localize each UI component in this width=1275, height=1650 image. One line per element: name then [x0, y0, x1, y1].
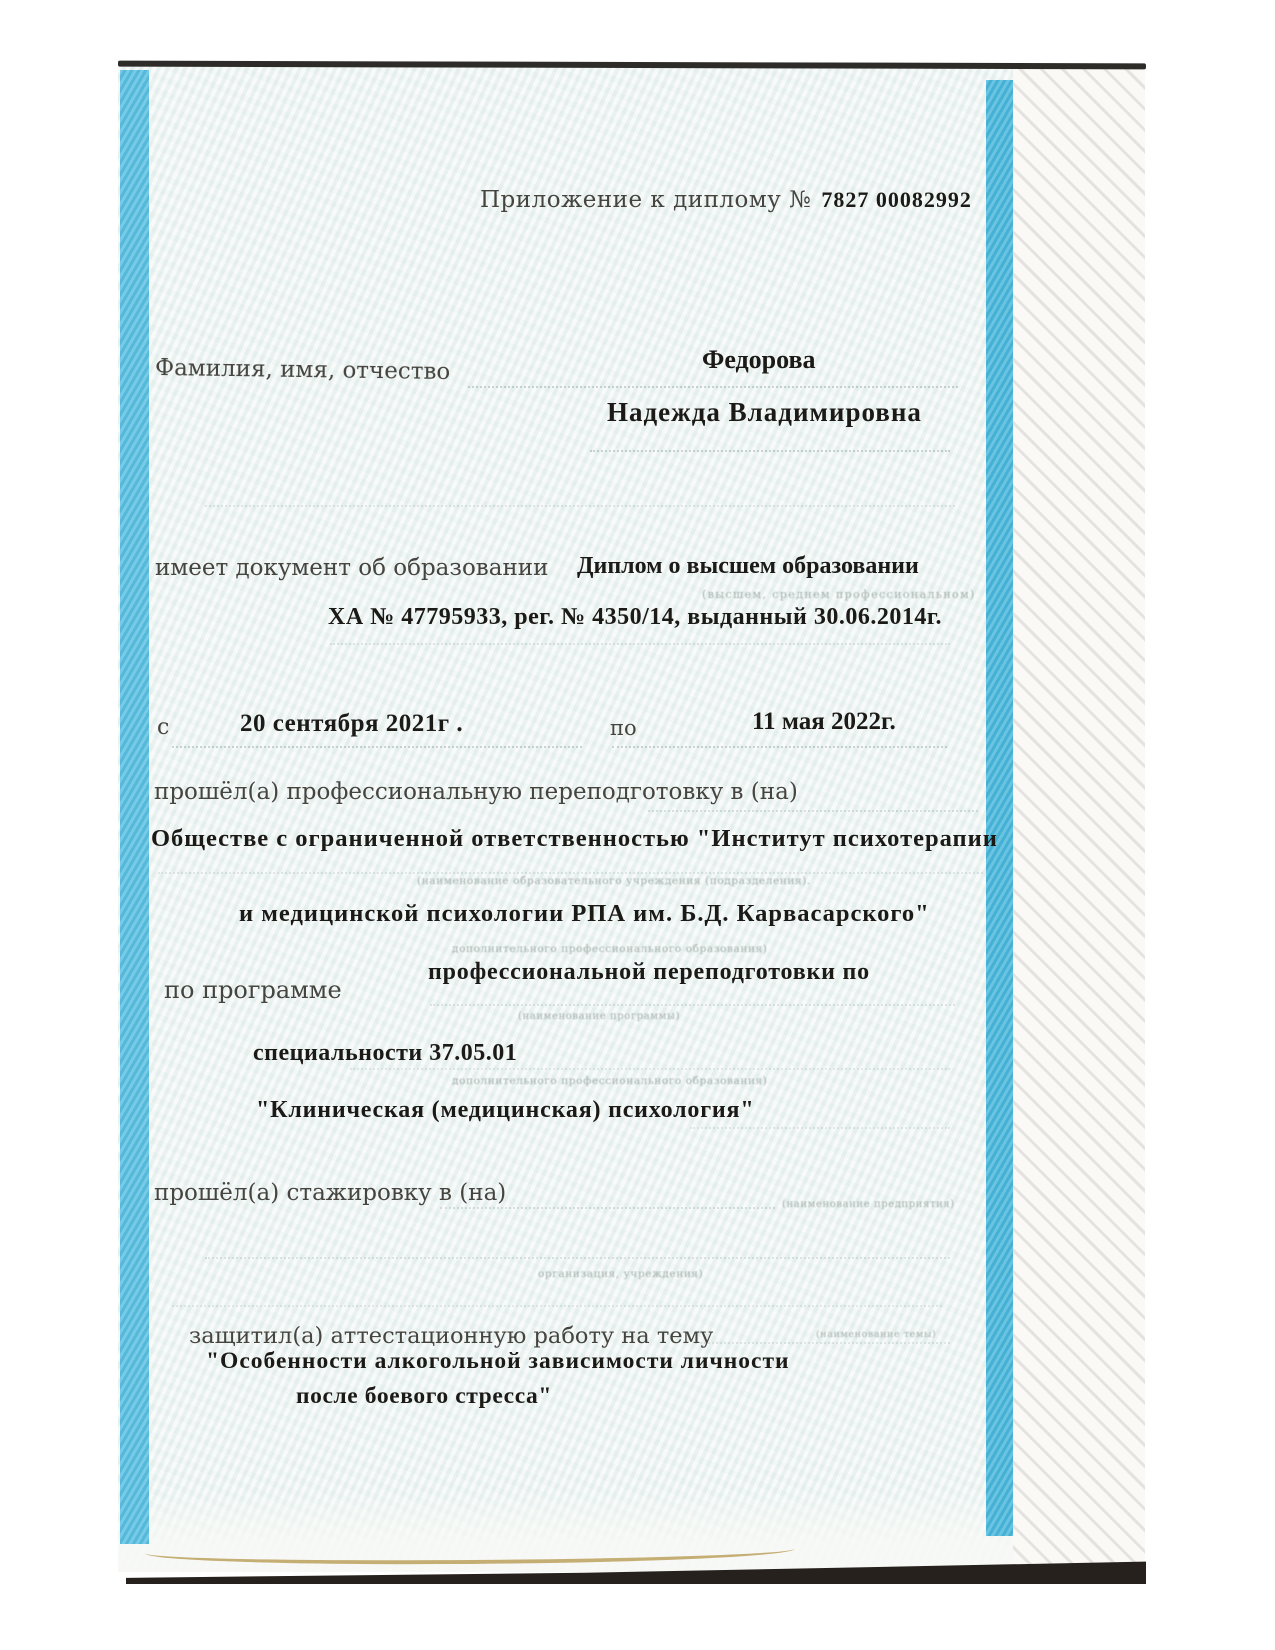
period-to-value: 11 мая 2022г. — [752, 708, 896, 735]
organization-caption-3: организация, учреждения) — [538, 1268, 704, 1280]
period-to-label: по — [610, 716, 637, 740]
thesis-line-1: "Особенности алкогольной зависимости личности — [206, 1348, 790, 1374]
dotted-rule — [690, 1127, 950, 1129]
period-from-label: с — [157, 715, 170, 740]
dotted-rule — [205, 505, 955, 507]
program-label: по программе — [164, 976, 342, 1004]
dotted-rule — [430, 1004, 955, 1006]
organization-line-2: и медицинской психологии РПА им. Б.Д. Карвасарского" — [239, 900, 930, 927]
education-doc-label: имеет документ об образовании — [155, 555, 549, 581]
internship-caption: (наименование предприятия) — [782, 1199, 955, 1210]
dotted-rule — [172, 746, 582, 748]
qualification-line: "Клиническая (медицинская) психология" — [256, 1097, 755, 1123]
education-doc-number: ХА № 47795933, рег. № 4350/14, выданный 30.06.2014г. — [328, 604, 943, 630]
dotted-rule — [468, 386, 958, 388]
dotted-rule — [648, 810, 978, 812]
education-doc-value: Диплом о высшем образовании — [577, 553, 919, 579]
specialty-caption: дополнительного профессионального образования) — [452, 1075, 768, 1087]
program-caption: (наименование программы) — [518, 1011, 681, 1022]
dotted-rule — [590, 450, 950, 452]
name-field-label: Фамилия, имя, отчество — [154, 354, 451, 386]
period-from-value: 20 сентября 2021г . — [240, 710, 464, 737]
program-value: профессиональной переподготовки по — [428, 959, 870, 985]
thesis-caption: (наименование темы) — [816, 1329, 937, 1340]
specialty-line: специальности 37.05.01 — [253, 1040, 518, 1066]
education-doc-caption: (высшем, среднем профессиональном) — [702, 588, 976, 601]
surname-value: Федорова — [702, 345, 816, 374]
organization-line-1: Обществе с ограниченной ответственностью "Институт психотерапии — [151, 825, 998, 852]
thesis-label: защитил(а) аттестационную работу на тему — [189, 1323, 714, 1349]
appendix-title-label: Приложение к диплому № — [480, 187, 812, 213]
dotted-rule — [158, 872, 983, 874]
organization-caption-1: (наименование образовательного учреждения (подразделения). — [417, 875, 811, 887]
internship-label: прошёл(а) стажировку в (на) — [154, 1180, 507, 1206]
dotted-rule — [205, 1257, 950, 1259]
dotted-rule — [440, 1207, 775, 1209]
dotted-rule — [695, 1342, 950, 1344]
dotted-rule — [330, 643, 950, 645]
header-line — [480, 188, 972, 213]
dotted-rule — [612, 746, 947, 748]
appendix-diploma-number: 7827 00082992 — [821, 187, 972, 212]
dotted-rule — [172, 1305, 942, 1307]
organization-caption-2: дополнительного профессионального образования) — [452, 943, 768, 955]
retraining-label: прошёл(а) профессиональную переподготовку в (на) — [154, 779, 798, 805]
thesis-line-2: после боевого стресса" — [296, 1383, 553, 1409]
right-binding-strip — [986, 80, 1013, 1536]
given-name-value: Надежда Владимировна — [607, 397, 922, 427]
left-binding-strip — [120, 70, 149, 1544]
security-margin-pattern — [1013, 66, 1145, 1566]
dotted-rule — [350, 1068, 950, 1070]
